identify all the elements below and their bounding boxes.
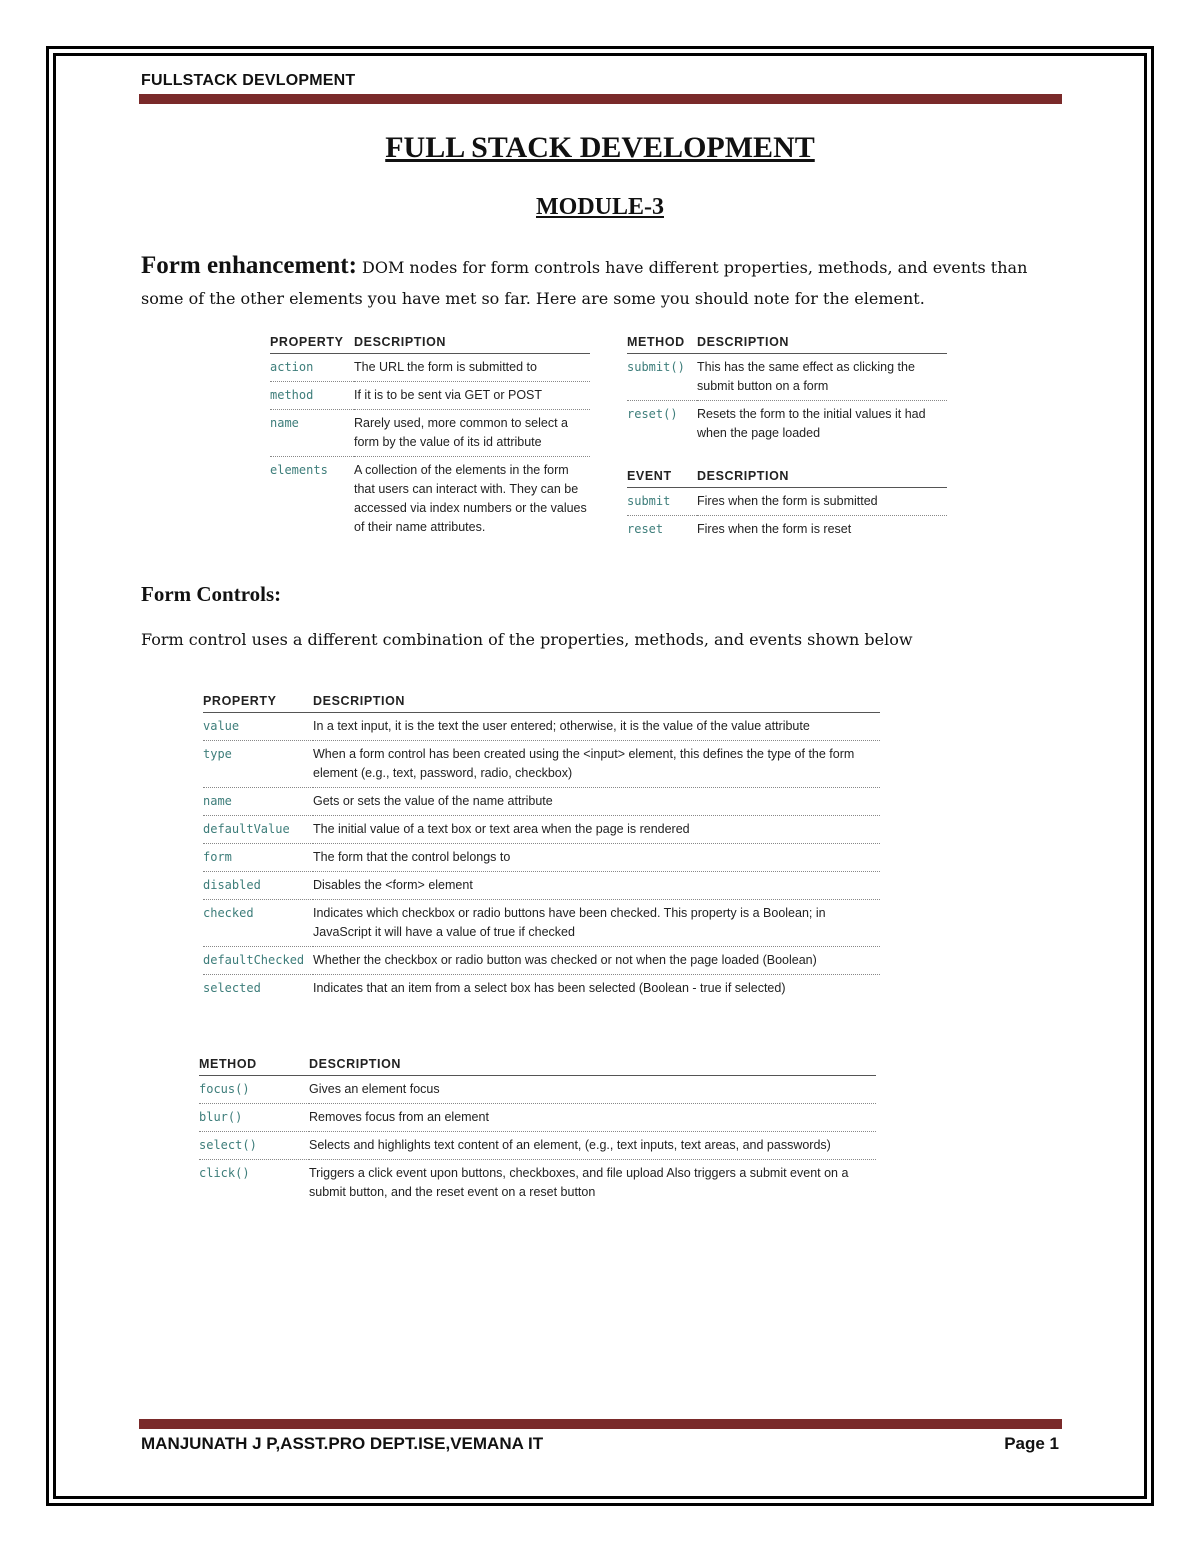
column-header: DESCRIPTION: [354, 335, 590, 354]
column-header: DESCRIPTION: [697, 469, 947, 488]
property-description: The initial value of a text box or text area when the page is rendered: [313, 816, 880, 844]
method-description: Removes focus from an element: [309, 1104, 876, 1132]
method-description: Triggers a click event upon buttons, checkboxes, and file upload Also triggers a submit event on a submit button, and the reset event on a reset button: [309, 1166, 849, 1199]
table-row: [203, 947, 880, 975]
event-description: Fires when the form is submitted: [697, 488, 947, 516]
table-row: [627, 401, 947, 448]
table-row: [627, 354, 947, 401]
method-description: Gives an element focus: [309, 1076, 876, 1104]
table-row: [627, 516, 947, 544]
form-enhancement-text: DOM nodes for form controls have different properties, methods, and events than some of the other elements you have met so far. Here are some you should note for the element.: [141, 258, 1028, 308]
property-name: defaultValue: [203, 816, 313, 844]
property-description: Gets or sets the value of the name attribute: [313, 788, 880, 816]
property-description: Whether the checkbox or radio button was checked or not when the page loaded (Boolean): [313, 947, 880, 975]
column-header: EVENT: [627, 469, 697, 488]
property-name: disabled: [203, 872, 313, 900]
form-controls-intro: Form control uses a different combination of the properties, methods, and events shown below: [141, 630, 913, 649]
method-name: submit(): [627, 354, 697, 401]
page-number: Page 1: [1004, 1434, 1059, 1453]
property-name: defaultChecked: [203, 947, 313, 975]
footer-author: MANJUNATH J P,ASST.PRO DEPT.ISE,VEMANA IT: [141, 1434, 544, 1453]
property-name: method: [270, 382, 354, 410]
property-name: name: [270, 410, 354, 457]
column-header: PROPERTY: [203, 694, 313, 713]
table-row: [203, 900, 880, 947]
property-description: Indicates which checkbox or radio buttons have been checked. This property is a Boolean; in JavaScript it will have a value of true if checked: [313, 900, 880, 947]
property-description: When a form control has been created using the <input> element, this defines the type of the form element (e.g., text, password, radio, checkbox): [313, 741, 880, 788]
table-row: [199, 1104, 876, 1132]
column-header: PROPERTY: [270, 335, 354, 354]
property-name: action: [270, 354, 354, 382]
table-row: [270, 410, 590, 457]
column-header: METHOD: [199, 1057, 309, 1076]
event-description: Fires when the form is reset: [697, 522, 852, 536]
method-description: This has the same effect as clicking the submit button on a form: [697, 354, 947, 401]
method-name: focus(): [199, 1076, 309, 1104]
property-description: If it is to be sent via GET or POST: [354, 382, 590, 410]
form-events-table: [627, 469, 947, 543]
table-row: [203, 872, 880, 900]
property-name: name: [203, 788, 313, 816]
page-title: FULL STACK DEVELOPMENT: [385, 131, 815, 164]
property-description: Rarely used, more common to select a form by the value of its id attribute: [354, 410, 590, 457]
header-rule: [139, 94, 1062, 104]
table-row: [270, 354, 590, 382]
control-properties-table: [203, 694, 880, 1002]
method-description: Selects and highlights text content of an element, (e.g., text inputs, text areas, and passwords): [309, 1132, 876, 1160]
property-description: In a text input, it is the text the user entered; otherwise, it is the value of the value attribute: [313, 713, 880, 741]
table-row: [199, 1132, 876, 1160]
table-row: [203, 713, 880, 741]
table-row: [199, 1076, 876, 1104]
property-description: A collection of the elements in the form that users can interact with. They can be accessed via index numbers or the values of their name attributes.: [354, 463, 587, 534]
event-name: reset: [627, 522, 664, 536]
table-row: [627, 488, 947, 516]
table-row: [203, 975, 880, 1003]
form-properties-table: [270, 335, 590, 541]
column-header: DESCRIPTION: [309, 1057, 876, 1076]
method-description: Resets the form to the initial values it had when the page loaded: [697, 407, 926, 440]
property-description: The URL the form is submitted to: [354, 354, 590, 382]
property-description: The form that the control belongs to: [313, 844, 880, 872]
column-header: DESCRIPTION: [697, 335, 947, 354]
module-title: MODULE-3: [536, 194, 664, 220]
running-header: FULLSTACK DEVLOPMENT: [141, 72, 356, 89]
method-name: click(): [199, 1166, 250, 1180]
form-controls-heading: Form Controls:: [141, 582, 282, 606]
table-row: [270, 382, 590, 410]
property-name: selected: [203, 981, 261, 995]
table-row: [203, 844, 880, 872]
table-row: [203, 788, 880, 816]
property-description: Indicates that an item from a select box has been selected (Boolean - true if selected): [313, 981, 786, 995]
form-enhancement-lead: Form enhancement:: [141, 252, 357, 279]
footer-rule: [139, 1419, 1062, 1429]
property-name: form: [203, 844, 313, 872]
method-name: select(): [199, 1132, 309, 1160]
method-name: blur(): [199, 1104, 309, 1132]
table-row: [203, 816, 880, 844]
column-header: METHOD: [627, 335, 697, 354]
table-row: [270, 457, 590, 542]
form-enhancement-paragraph: [141, 250, 1071, 314]
table-row: [199, 1160, 876, 1207]
event-name: submit: [627, 488, 697, 516]
property-name: value: [203, 713, 313, 741]
property-name: checked: [203, 900, 313, 947]
property-description: Disables the <form> element: [313, 872, 880, 900]
form-methods-table: [627, 335, 947, 447]
property-name: elements: [270, 463, 328, 477]
property-name: type: [203, 741, 313, 788]
method-name: reset(): [627, 407, 678, 421]
control-methods-table: [199, 1057, 876, 1206]
column-header: DESCRIPTION: [313, 694, 880, 713]
table-row: [203, 741, 880, 788]
